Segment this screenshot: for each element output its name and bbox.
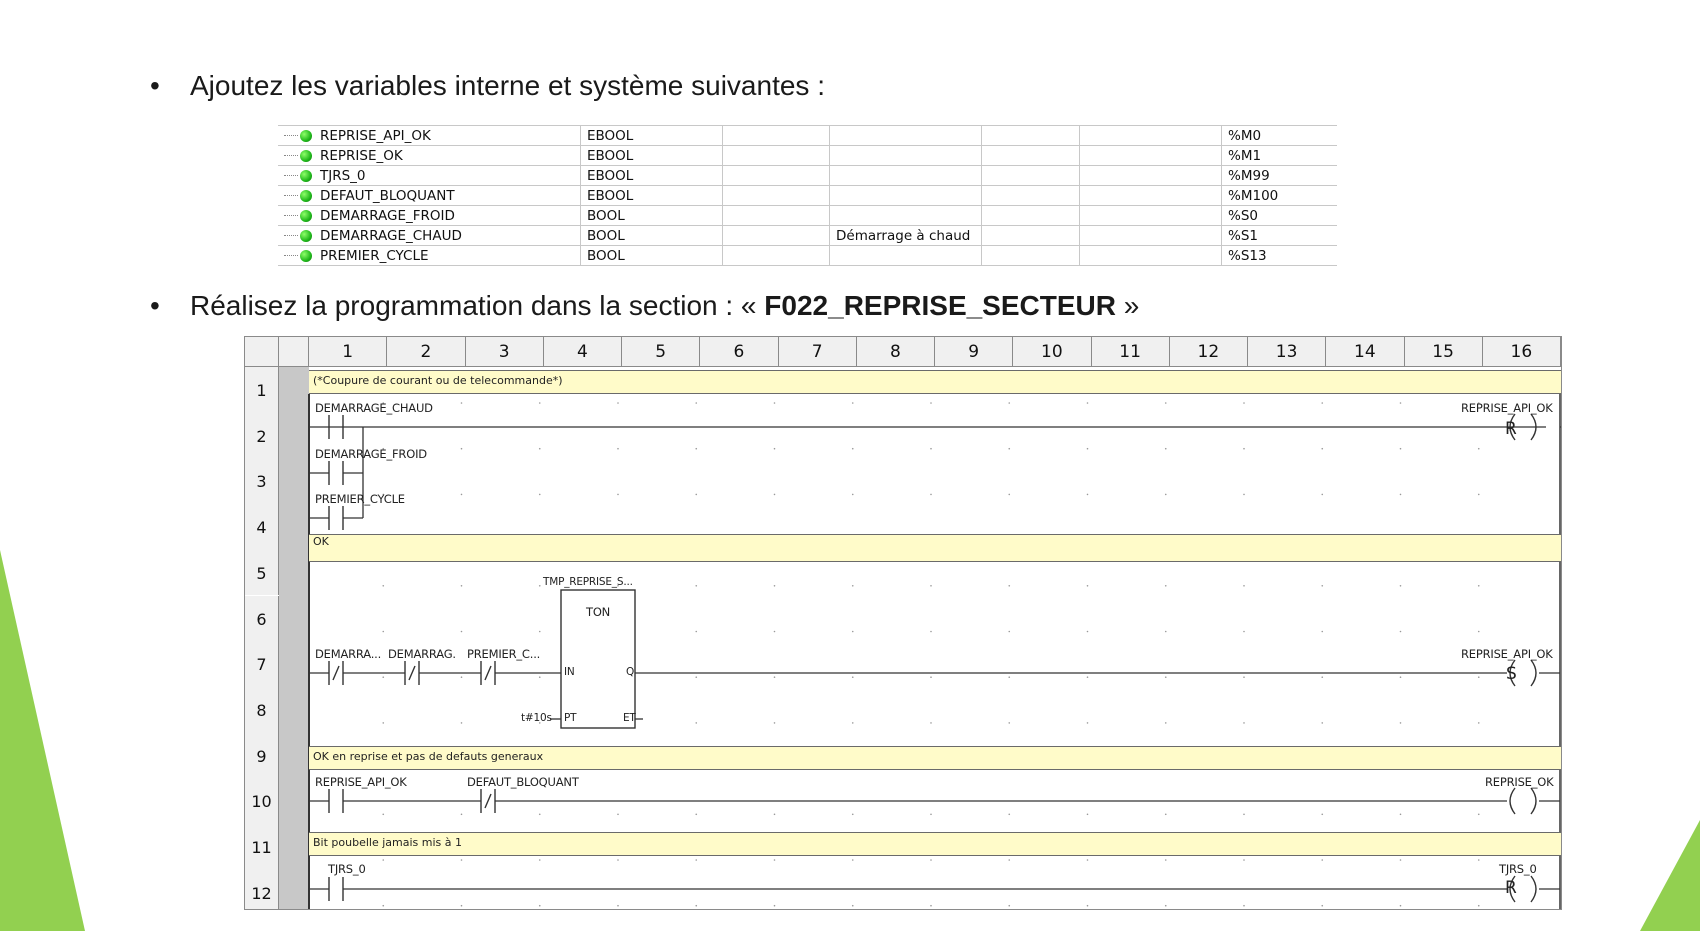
column-header[interactable]: 3 bbox=[466, 337, 544, 367]
variable-name: REPRISE_API_OK bbox=[320, 127, 431, 144]
grid-dot bbox=[1165, 631, 1167, 633]
grid-dot bbox=[1400, 585, 1402, 587]
variable-address[interactable]: %M100 bbox=[1222, 186, 1338, 206]
coil-reprise-ok bbox=[1531, 788, 1536, 814]
column-header[interactable]: 9 bbox=[935, 337, 1013, 367]
grid-dot bbox=[930, 676, 932, 678]
variable-status-icon bbox=[300, 230, 312, 242]
comment-rung-3[interactable]: OK en reprise et pas de defauts generaux bbox=[309, 746, 1561, 770]
grid-dot bbox=[695, 494, 697, 496]
grid-dot bbox=[1008, 585, 1010, 587]
variable-cell-empty[interactable] bbox=[982, 206, 1080, 226]
grid-dot bbox=[774, 722, 776, 724]
variables-table bbox=[278, 125, 1337, 266]
row-header[interactable]: 12 bbox=[245, 870, 279, 910]
contact-label-r7-2: DEMARRAG. bbox=[388, 647, 456, 661]
grid-dot bbox=[1400, 448, 1402, 450]
contact-label-r7-1: DEMARRA... bbox=[315, 647, 382, 661]
header-corner bbox=[279, 337, 309, 367]
grid-dot bbox=[617, 402, 619, 404]
variable-row[interactable] bbox=[278, 126, 1337, 146]
grid-dot bbox=[1321, 402, 1323, 404]
row-header[interactable]: 1 bbox=[245, 367, 279, 413]
coil-reprise-ok bbox=[1510, 788, 1515, 814]
grid-dot bbox=[930, 722, 932, 724]
grid-dot bbox=[1400, 494, 1402, 496]
tree-connector bbox=[284, 215, 298, 216]
variable-name-cell[interactable] bbox=[278, 246, 581, 266]
instruction-programming bbox=[150, 290, 1139, 322]
row-header[interactable]: 4 bbox=[245, 504, 279, 550]
grid-dot bbox=[852, 676, 854, 678]
coil-type-reset-tjrs: R bbox=[1505, 878, 1517, 898]
grid-dot bbox=[1321, 448, 1323, 450]
variable-cell-empty[interactable] bbox=[1080, 206, 1222, 226]
grid-dot bbox=[1087, 722, 1089, 724]
variable-comment[interactable] bbox=[830, 146, 982, 166]
grid-dot bbox=[539, 814, 541, 816]
comment-rung-1[interactable]: (*Coupure de courant ou de telecommande*) bbox=[309, 370, 1561, 394]
grid-dot bbox=[774, 494, 776, 496]
variable-address[interactable]: %S1 bbox=[1222, 226, 1338, 246]
variable-status-icon bbox=[300, 170, 312, 182]
row-header[interactable]: 10 bbox=[245, 778, 279, 824]
column-header[interactable]: 10 bbox=[1013, 337, 1091, 367]
variable-cell-empty[interactable] bbox=[982, 226, 1080, 246]
contact-label-premier-cycle: PREMIER_CYCLE bbox=[315, 492, 405, 506]
variable-name-cell[interactable] bbox=[278, 226, 581, 246]
variable-name-cell[interactable] bbox=[278, 186, 581, 206]
variable-status-icon bbox=[300, 130, 312, 142]
instruction-suffix: » bbox=[1123, 290, 1140, 321]
coil-type-set: S bbox=[1506, 664, 1517, 684]
grid-dot bbox=[617, 814, 619, 816]
coil-label-reprise-api-ok: REPRISE_API_OK bbox=[1461, 401, 1553, 415]
instruction-variables bbox=[150, 70, 825, 102]
grid-dot bbox=[539, 402, 541, 404]
coil-type-reset: R bbox=[1505, 419, 1517, 439]
column-header[interactable]: 5 bbox=[622, 337, 700, 367]
header-corner bbox=[245, 337, 279, 367]
grid-dot bbox=[1165, 905, 1167, 907]
variable-name-cell[interactable] bbox=[278, 166, 581, 186]
grid-dot bbox=[774, 585, 776, 587]
grid-dot bbox=[461, 494, 463, 496]
variable-cell-empty[interactable] bbox=[1080, 126, 1222, 146]
variable-address[interactable]: %M0 bbox=[1222, 126, 1338, 146]
grid-dot bbox=[461, 814, 463, 816]
column-header[interactable]: 8 bbox=[857, 337, 935, 367]
variable-name: DEFAUT_BLOQUANT bbox=[320, 187, 455, 204]
variable-address[interactable]: %M99 bbox=[1222, 166, 1338, 186]
grid-dot bbox=[1008, 905, 1010, 907]
variable-comment[interactable]: Démarrage à chaud bbox=[830, 226, 982, 246]
contact-label-r7-3: PREMIER_C... bbox=[467, 647, 541, 661]
grid-dot bbox=[1165, 494, 1167, 496]
grid-dot bbox=[617, 859, 619, 861]
grid-dot bbox=[1087, 676, 1089, 678]
grid-dot bbox=[1243, 494, 1245, 496]
grid-dot bbox=[1321, 631, 1323, 633]
variable-comment[interactable] bbox=[830, 246, 982, 266]
grid-dot bbox=[1087, 585, 1089, 587]
grid-dot bbox=[1478, 905, 1480, 907]
variable-type[interactable]: BOOL bbox=[581, 206, 723, 226]
grid-dot bbox=[382, 676, 384, 678]
grid-dot bbox=[382, 722, 384, 724]
variable-name: PREMIER_CYCLE bbox=[320, 247, 429, 264]
variable-cell-empty[interactable] bbox=[982, 166, 1080, 186]
grid-dot bbox=[930, 631, 932, 633]
grid-dot bbox=[1087, 859, 1089, 861]
grid-dot bbox=[1165, 448, 1167, 450]
column-header[interactable]: 1 bbox=[309, 337, 387, 367]
grid-dot bbox=[539, 585, 541, 587]
variable-row[interactable] bbox=[278, 146, 1337, 166]
grid-dot bbox=[1321, 722, 1323, 724]
grid-dot bbox=[382, 859, 384, 861]
column-header[interactable]: 16 bbox=[1483, 337, 1561, 367]
grid-dot bbox=[617, 905, 619, 907]
grid-dot bbox=[852, 631, 854, 633]
timer-input-pt: PT bbox=[564, 712, 577, 724]
grid-dot bbox=[1400, 905, 1402, 907]
tree-connector bbox=[284, 235, 298, 236]
variable-cell-empty[interactable] bbox=[1080, 226, 1222, 246]
grid-dot bbox=[774, 814, 776, 816]
grid-dot bbox=[1008, 814, 1010, 816]
grid-dot bbox=[1400, 814, 1402, 816]
column-header[interactable]: 7 bbox=[779, 337, 857, 367]
variable-status-icon bbox=[300, 250, 312, 262]
ladder-diagram[interactable] bbox=[244, 336, 1562, 910]
tree-connector bbox=[284, 155, 298, 156]
instruction-prefix: Réalisez la programmation dans la section : « bbox=[190, 290, 757, 321]
contact-label-tjrs-0: TJRS_0 bbox=[328, 862, 366, 876]
grid-dot bbox=[1087, 814, 1089, 816]
grid-dot bbox=[539, 676, 541, 678]
grid-dot bbox=[1243, 585, 1245, 587]
comment-rung-2[interactable]: OK bbox=[309, 534, 1561, 562]
grid-dot bbox=[695, 722, 697, 724]
grid-dot bbox=[461, 905, 463, 907]
variable-comment[interactable] bbox=[830, 186, 982, 206]
grid-dot bbox=[382, 814, 384, 816]
column-header[interactable]: 4 bbox=[544, 337, 622, 367]
variable-row[interactable] bbox=[278, 246, 1337, 266]
grid-dot bbox=[539, 859, 541, 861]
grid-dot bbox=[695, 905, 697, 907]
grid-dot bbox=[1087, 402, 1089, 404]
grid-dot bbox=[1243, 631, 1245, 633]
grid-dot bbox=[1478, 631, 1480, 633]
grid-dot bbox=[695, 402, 697, 404]
grid-dot bbox=[1087, 494, 1089, 496]
grid-dot bbox=[539, 905, 541, 907]
grid-dot bbox=[1478, 585, 1480, 587]
grid-dot bbox=[1165, 585, 1167, 587]
timer-instance-label: TMP_REPRISE_S... bbox=[543, 576, 633, 588]
row-header[interactable]: 8 bbox=[245, 687, 279, 733]
grid-dot bbox=[617, 448, 619, 450]
grid-dot bbox=[1243, 722, 1245, 724]
timer-input-in: IN bbox=[564, 666, 575, 678]
grid-dot bbox=[382, 585, 384, 587]
grid-dot bbox=[930, 448, 932, 450]
grid-dot bbox=[1243, 859, 1245, 861]
grid-dot bbox=[382, 905, 384, 907]
variable-comment[interactable] bbox=[830, 126, 982, 146]
grid-dot bbox=[461, 585, 463, 587]
grid-dot bbox=[1478, 859, 1480, 861]
tree-connector bbox=[284, 135, 298, 136]
variable-name: DEMARRAGE_FROID bbox=[320, 207, 455, 224]
variable-cell-empty[interactable] bbox=[723, 206, 830, 226]
column-header[interactable]: 6 bbox=[700, 337, 778, 367]
grid-dot bbox=[1165, 402, 1167, 404]
grid-dot bbox=[1087, 905, 1089, 907]
variable-type[interactable]: EBOOL bbox=[581, 126, 723, 146]
tree-connector bbox=[284, 255, 298, 256]
contact-label-demarrage-froid: DEMARRAGE_FROID bbox=[315, 447, 427, 461]
grid-dot bbox=[695, 676, 697, 678]
grid-dot bbox=[774, 448, 776, 450]
grid-dot bbox=[852, 905, 854, 907]
contact-r7-1 bbox=[333, 666, 339, 680]
timer-output-q: Q bbox=[626, 666, 635, 678]
grid-dot bbox=[930, 814, 932, 816]
variable-type[interactable]: BOOL bbox=[581, 226, 723, 246]
variable-name-cell[interactable] bbox=[278, 206, 581, 226]
variable-status-icon bbox=[300, 190, 312, 202]
variable-cell-empty[interactable] bbox=[1080, 246, 1222, 266]
grid-dot bbox=[1243, 676, 1245, 678]
grid-dot bbox=[461, 631, 463, 633]
grid-dot bbox=[1008, 494, 1010, 496]
grid-dot bbox=[1243, 814, 1245, 816]
variable-type[interactable]: EBOOL bbox=[581, 186, 723, 206]
grid-dot bbox=[1008, 722, 1010, 724]
grid-dot bbox=[461, 448, 463, 450]
grid-dot bbox=[1165, 722, 1167, 724]
grid-dot bbox=[852, 402, 854, 404]
contact-label-defaut-bloquant: DEFAUT_BLOQUANT bbox=[467, 775, 579, 789]
grid-dot bbox=[1400, 722, 1402, 724]
grid-dot bbox=[1400, 676, 1402, 678]
variable-status-icon bbox=[300, 210, 312, 222]
grid-dot bbox=[695, 814, 697, 816]
variable-address[interactable]: %S13 bbox=[1222, 246, 1338, 266]
grid-dot bbox=[1321, 814, 1323, 816]
variable-name: TJRS_0 bbox=[320, 167, 366, 184]
contact-r7-2 bbox=[409, 666, 415, 680]
grid-dot bbox=[1008, 402, 1010, 404]
grid-dot bbox=[852, 859, 854, 861]
grid-dot bbox=[1243, 402, 1245, 404]
grid-dot bbox=[382, 631, 384, 633]
variable-cell-empty[interactable] bbox=[1080, 186, 1222, 206]
row-gutter bbox=[279, 367, 309, 909]
grid-dot bbox=[1321, 859, 1323, 861]
grid-dot bbox=[1008, 676, 1010, 678]
grid-dot bbox=[1478, 676, 1480, 678]
grid-dot bbox=[1008, 631, 1010, 633]
column-header[interactable]: 2 bbox=[387, 337, 465, 367]
grid-dot bbox=[1478, 814, 1480, 816]
grid-dot bbox=[1400, 402, 1402, 404]
grid-dot bbox=[1478, 722, 1480, 724]
grid-dot bbox=[1400, 631, 1402, 633]
row-header[interactable]: 5 bbox=[245, 550, 279, 596]
grid-dot bbox=[852, 494, 854, 496]
grid-dot bbox=[930, 585, 932, 587]
coil-tjrs-0-reset bbox=[1531, 876, 1536, 902]
variable-row[interactable] bbox=[278, 186, 1337, 206]
grid-dot bbox=[695, 448, 697, 450]
grid-dot bbox=[695, 585, 697, 587]
grid-dot bbox=[539, 448, 541, 450]
coil-label-reprise-ok: REPRISE_OK bbox=[1485, 775, 1554, 789]
row-header[interactable]: 7 bbox=[245, 641, 279, 687]
grid-dot bbox=[852, 448, 854, 450]
grid-dot bbox=[1087, 631, 1089, 633]
grid-dot bbox=[1478, 494, 1480, 496]
section-name: F022_REPRISE_SECTEUR bbox=[764, 290, 1116, 321]
grid-dot bbox=[930, 494, 932, 496]
variable-cell-empty[interactable] bbox=[723, 126, 830, 146]
grid-dot bbox=[461, 676, 463, 678]
variable-comment[interactable] bbox=[830, 206, 982, 226]
grid-dot bbox=[774, 631, 776, 633]
variable-cell-empty[interactable] bbox=[982, 186, 1080, 206]
grid-dot bbox=[1165, 676, 1167, 678]
variable-address[interactable]: %S0 bbox=[1222, 206, 1338, 226]
grid-dot bbox=[852, 722, 854, 724]
grid-dot bbox=[1243, 905, 1245, 907]
column-header[interactable]: 14 bbox=[1326, 337, 1404, 367]
instruction-text: Ajoutez les variables interne et système suivantes : bbox=[190, 70, 825, 101]
grid-dot bbox=[1087, 448, 1089, 450]
grid-dot bbox=[1321, 905, 1323, 907]
contact-label-reprise-api-ok: REPRISE_API_OK bbox=[315, 775, 407, 789]
grid-dot bbox=[852, 585, 854, 587]
variable-row[interactable] bbox=[278, 226, 1337, 246]
variable-row[interactable] bbox=[278, 206, 1337, 226]
variable-address[interactable]: %M1 bbox=[1222, 146, 1338, 166]
coil-reprise-api-ok-set bbox=[1531, 660, 1536, 686]
grid-dot bbox=[695, 859, 697, 861]
row-header[interactable]: 9 bbox=[245, 733, 279, 779]
row-header[interactable]: 2 bbox=[245, 413, 279, 459]
grid-dot bbox=[930, 859, 932, 861]
variable-name: DEMARRAGE_CHAUD bbox=[320, 227, 462, 244]
grid-dot bbox=[1321, 676, 1323, 678]
variable-type[interactable]: BOOL bbox=[581, 246, 723, 266]
column-header[interactable]: 12 bbox=[1170, 337, 1248, 367]
grid-dot bbox=[1008, 448, 1010, 450]
column-header[interactable]: 15 bbox=[1405, 337, 1483, 367]
grid-dot bbox=[774, 676, 776, 678]
bullet-symbol: • bbox=[150, 290, 160, 321]
grid-dot bbox=[1321, 585, 1323, 587]
grid-dot bbox=[774, 402, 776, 404]
grid-dot bbox=[539, 631, 541, 633]
timer-preset-value: t#10s bbox=[521, 712, 552, 724]
variable-status-icon bbox=[300, 150, 312, 162]
variable-cell-empty[interactable] bbox=[1080, 166, 1222, 186]
variable-name-cell[interactable] bbox=[278, 126, 581, 146]
grid-dot bbox=[930, 905, 932, 907]
coil-label-reprise-api-ok-set: REPRISE_API_OK bbox=[1461, 647, 1553, 661]
grid-dot bbox=[774, 905, 776, 907]
grid-dot bbox=[1008, 859, 1010, 861]
timer-output-et: ET bbox=[623, 712, 636, 724]
timer-type-label: TON bbox=[586, 605, 611, 619]
variable-cell-empty[interactable] bbox=[723, 246, 830, 266]
tree-connector bbox=[284, 195, 298, 196]
grid-dot bbox=[1400, 859, 1402, 861]
variable-cell-empty[interactable] bbox=[982, 146, 1080, 166]
variable-cell-empty[interactable] bbox=[723, 226, 830, 246]
grid-dot bbox=[930, 402, 932, 404]
tree-connector bbox=[284, 175, 298, 176]
row-header[interactable]: 6 bbox=[245, 596, 279, 642]
grid-dot bbox=[539, 494, 541, 496]
contact-defaut-bloquant bbox=[485, 794, 491, 808]
contact-label-demarrage-chaud: DEMARRAGE_CHAUD bbox=[315, 401, 433, 415]
grid-dot bbox=[1321, 494, 1323, 496]
grid-dot bbox=[852, 814, 854, 816]
variable-cell-empty[interactable] bbox=[723, 186, 830, 206]
column-header[interactable]: 11 bbox=[1092, 337, 1170, 367]
row-header[interactable]: 11 bbox=[245, 824, 279, 870]
coil-label-tjrs-0: TJRS_0 bbox=[1499, 862, 1537, 876]
column-header[interactable]: 13 bbox=[1248, 337, 1326, 367]
grid-dot bbox=[461, 402, 463, 404]
grid-dot bbox=[1243, 448, 1245, 450]
variable-name-cell[interactable] bbox=[278, 146, 581, 166]
grid-dot bbox=[461, 722, 463, 724]
contact-r7-3 bbox=[485, 666, 491, 680]
comment-rung-4[interactable]: Bit poubelle jamais mis à 1 bbox=[309, 832, 1561, 856]
grid-dot bbox=[617, 494, 619, 496]
variable-cell-empty[interactable] bbox=[982, 246, 1080, 266]
grid-dot bbox=[1165, 814, 1167, 816]
variable-name: REPRISE_OK bbox=[320, 147, 403, 164]
variable-row[interactable] bbox=[278, 166, 1337, 186]
variable-cell-empty[interactable] bbox=[723, 166, 830, 186]
row-header[interactable]: 3 bbox=[245, 458, 279, 504]
grid-dot bbox=[1478, 448, 1480, 450]
ladder-drawing bbox=[245, 337, 1561, 909]
grid-dot bbox=[774, 859, 776, 861]
variable-type[interactable]: EBOOL bbox=[581, 146, 723, 166]
grid-dot bbox=[1165, 859, 1167, 861]
variable-cell-empty[interactable] bbox=[1080, 146, 1222, 166]
variable-cell-empty[interactable] bbox=[723, 146, 830, 166]
bullet-symbol: • bbox=[150, 70, 160, 101]
grid-dot bbox=[695, 631, 697, 633]
variable-type[interactable]: EBOOL bbox=[581, 166, 723, 186]
variable-comment[interactable] bbox=[830, 166, 982, 186]
grid-dot bbox=[461, 859, 463, 861]
variable-cell-empty[interactable] bbox=[982, 126, 1080, 146]
